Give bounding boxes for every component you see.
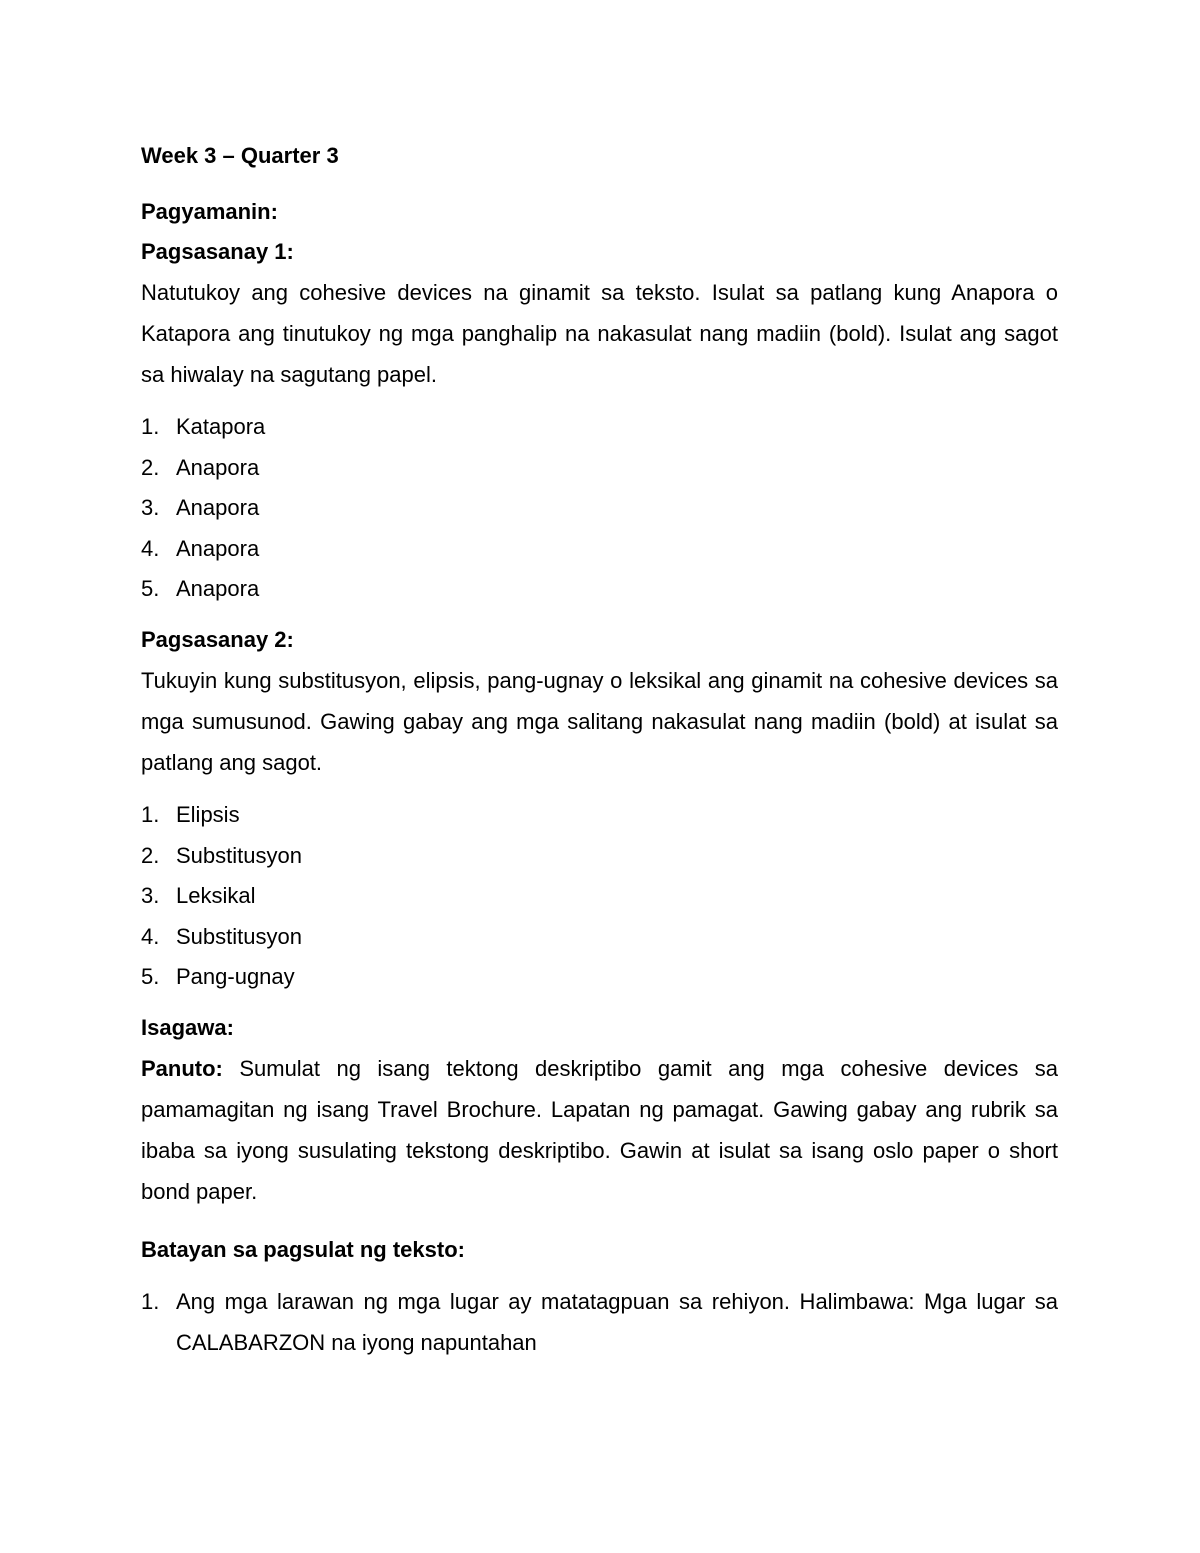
list-item <box>141 488 1058 529</box>
exercise-heading-pagsasanay-2: Pagsasanay 2: <box>141 626 294 652</box>
list-number: 1. <box>141 1288 160 1314</box>
list-number: 4. <box>141 923 160 949</box>
panuto-label: Panuto: <box>141 1055 223 1081</box>
list-item-text: Substitusyon <box>176 923 302 949</box>
batayan-list <box>141 1282 1058 1363</box>
list-item <box>141 876 1058 917</box>
list-item-text: Substitusyon <box>176 842 302 868</box>
list-item <box>141 569 1058 610</box>
exercise-1-instructions: Natutukoy ang cohesive devices na ginamit sa teksto. Isulat sa patlang kung Anapora o Katapora ang tinutukoy ng mga panghalip na nakasulat nang madiin (bold). Isulat ang sagot sa hiwalay na sagutang papel. <box>141 280 1058 387</box>
list-item <box>141 448 1058 489</box>
list-number: 2. <box>141 842 160 868</box>
list-item <box>141 529 1058 570</box>
list-number: 2. <box>141 454 160 480</box>
list-item-text: Leksikal <box>176 883 256 909</box>
list-item-text: Anapora <box>176 576 260 602</box>
panuto-text: Sumulat ng isang tektong deskriptibo gamit ang mga cohesive devices sa pamamagitan ng isang Travel Brochure. Lapatan ng pamagat. Gawing gabay ang rubrik sa ibaba sa iyong susulating tekstong deskriptibo. Gawin at isulat sa isang oslo paper o short bond paper. <box>141 1055 1058 1204</box>
list-item-text: Katapora <box>176 414 266 439</box>
list-number: 1. <box>141 414 160 439</box>
isagawa-panuto <box>141 1048 1058 1212</box>
page-title: Week 3 – Quarter 3 <box>141 143 339 168</box>
list-number: 4. <box>141 535 160 561</box>
exercise-heading-pagsasanay-1: Pagsasanay 1: <box>141 239 294 264</box>
list-item <box>141 917 1058 958</box>
list-number: 5. <box>141 576 160 602</box>
list-number: 5. <box>141 964 160 990</box>
list-item-text: Elipsis <box>176 801 240 827</box>
exercise-2-answers <box>141 795 1058 998</box>
list-item-text: Anapora <box>176 454 260 480</box>
section-heading-batayan: Batayan sa pagsulat ng teksto: <box>141 1236 465 1262</box>
section-heading-isagawa: Isagawa: <box>141 1014 234 1040</box>
list-item <box>141 957 1058 998</box>
list-number: 1. <box>141 801 160 827</box>
section-heading-pagyamanin: Pagyamanin: <box>141 199 278 224</box>
list-item-text: Pang-ugnay <box>176 964 295 990</box>
list-item <box>141 795 1058 836</box>
list-item-text: Ang mga larawan ng mga lugar ay matatagpuan sa rehiyon. Halimbawa: Mga lugar sa CALABARZON na iyong napuntahan <box>176 1288 1058 1355</box>
list-item-text: Anapora <box>176 535 260 561</box>
document-body <box>141 138 1058 1363</box>
exercise-2-instructions: Tukuyin kung substitusyon, elipsis, pang-ugnay o leksikal ang ginamit na cohesive devices sa mga sumusunod. Gawing gabay ang mga salitang nakasulat nang madiin (bold) at isulat sa patlang ang sagot. <box>141 667 1058 775</box>
list-number: 3. <box>141 495 160 521</box>
list-number: 3. <box>141 883 160 909</box>
list-item <box>141 836 1058 877</box>
list-item <box>141 1282 1058 1363</box>
list-item-text: Anapora <box>176 495 260 521</box>
exercise-1-answers <box>141 407 1058 610</box>
list-item <box>141 407 1058 448</box>
